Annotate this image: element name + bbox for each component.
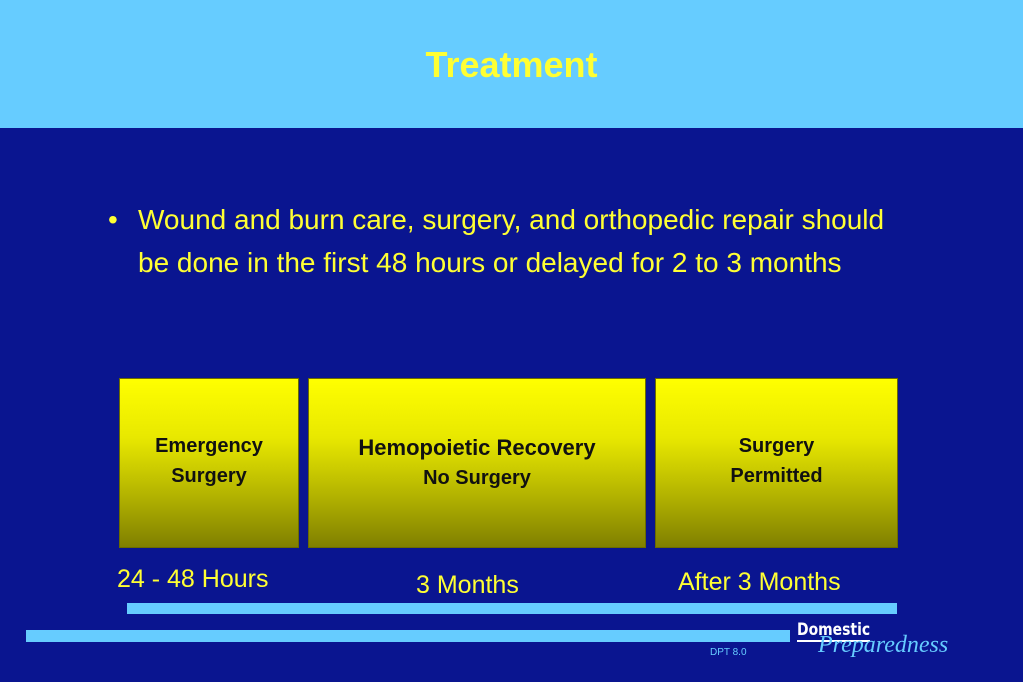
logo-domestic: Domestic bbox=[797, 620, 871, 640]
phase-label: Emergency bbox=[155, 435, 263, 457]
phase-label: Surgery bbox=[738, 435, 815, 457]
phase-box-emergency-surgery bbox=[119, 378, 299, 548]
phase-label: Surgery bbox=[171, 465, 247, 487]
phase-label: No Surgery bbox=[423, 467, 531, 489]
bullet-marker: • bbox=[108, 204, 118, 235]
timeline-label-3-months: 3 Months bbox=[416, 571, 519, 599]
slide-code: DPT 8.0 bbox=[710, 647, 747, 658]
bullet-text: Wound and burn care, surgery, and orthopedic repair should be done in the first 48 hours or delayed for 2 to 3 months bbox=[138, 204, 885, 278]
timeline-label-after-3-months: After 3 Months bbox=[678, 568, 841, 596]
phase-box-surgery-permitted bbox=[655, 378, 898, 548]
slide-title: Treatment bbox=[425, 44, 598, 85]
phase-label: Permitted bbox=[730, 465, 823, 487]
timeline-label-24-48-hours: 24 - 48 Hours bbox=[117, 565, 269, 593]
phase-box-hemopoietic-recovery bbox=[308, 378, 646, 548]
logo-preparedness: Preparedness bbox=[818, 632, 949, 658]
timeline-bar bbox=[127, 603, 897, 614]
footer-divider bbox=[26, 630, 790, 642]
phase-label: Hemopoietic Recovery bbox=[358, 435, 596, 460]
